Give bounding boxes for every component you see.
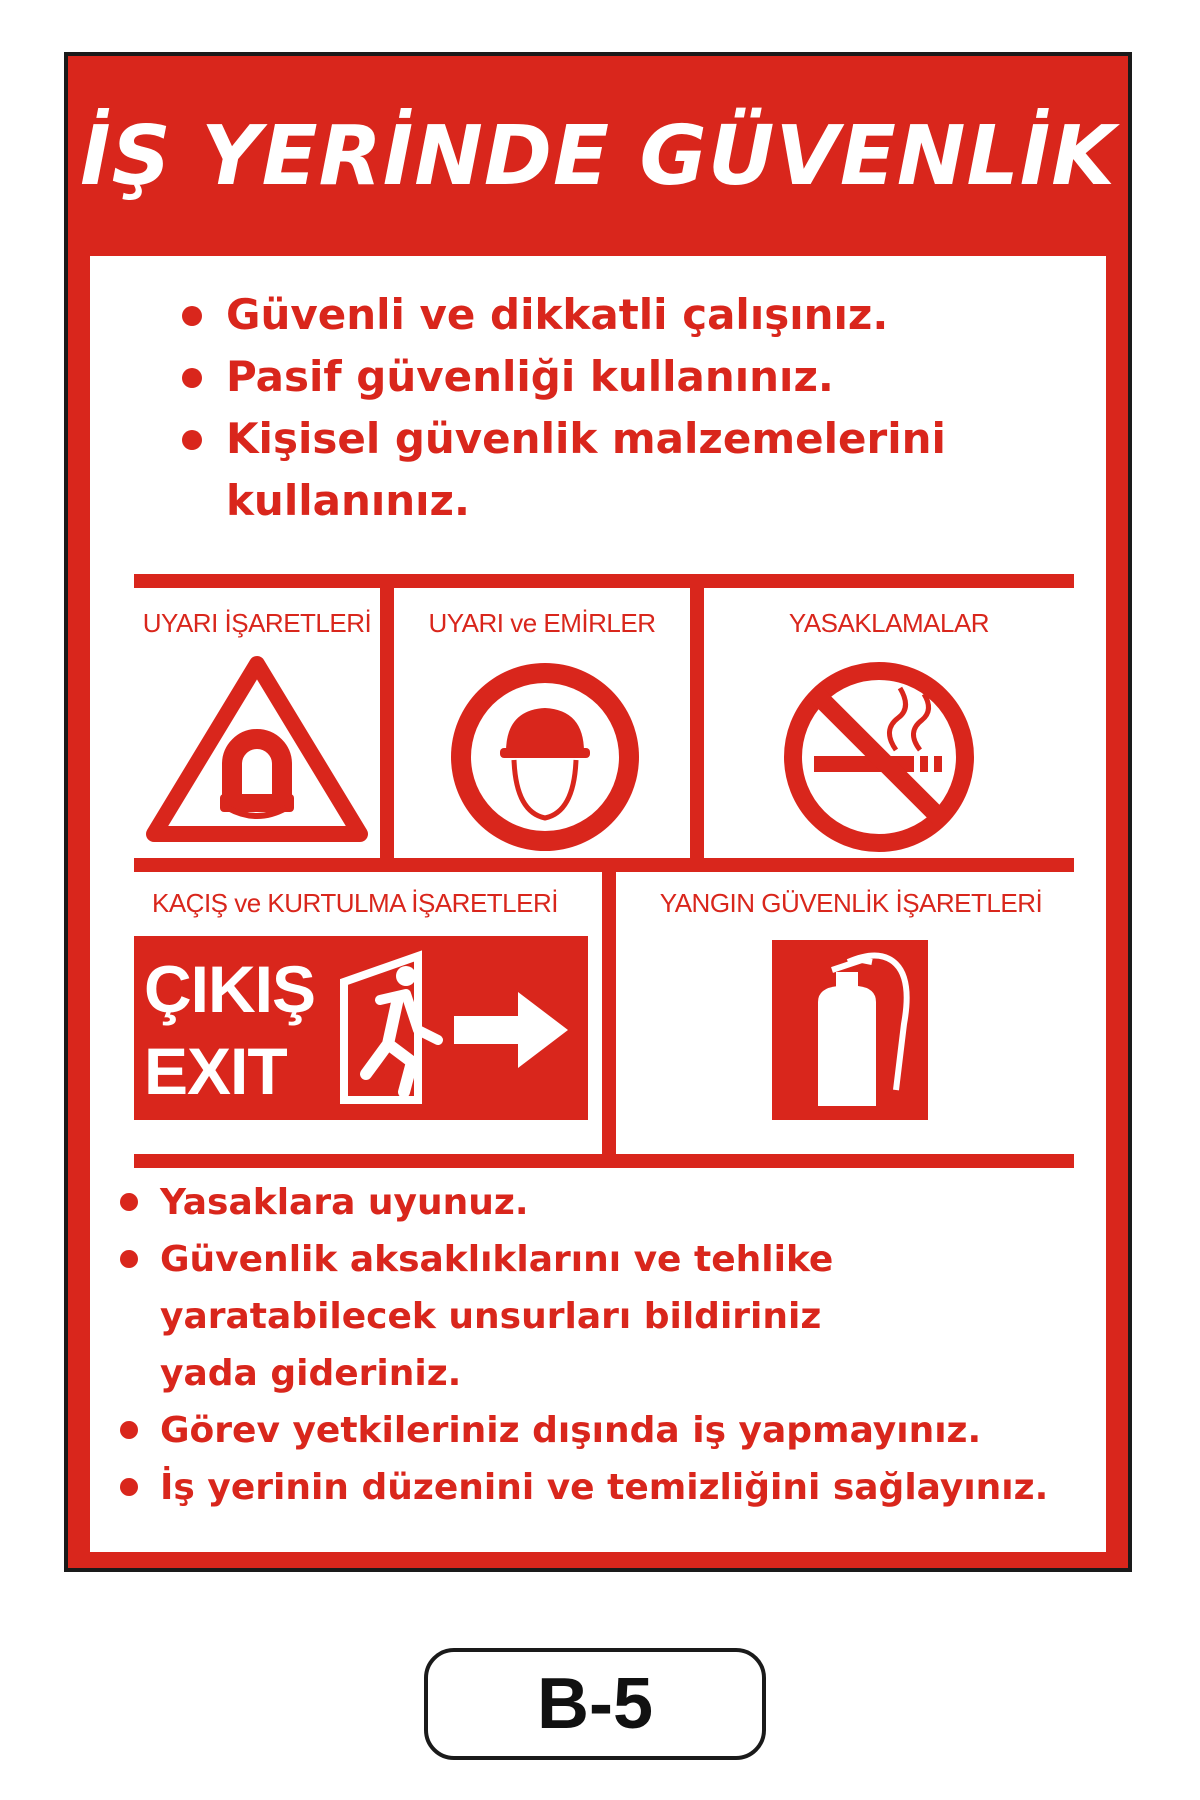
exit-text-turkish: ÇIKIŞ [144, 952, 316, 1026]
category-warning-signs: UYARI İŞARETLERİ [142, 608, 372, 638]
exit-sign [134, 936, 588, 1120]
rule-item: Görev yetkileriniz dışında iş yapmayınız. [110, 1402, 1090, 1459]
divider-bar [134, 1154, 1074, 1168]
category-warnings-and-orders: UYARI ve EMİRLER [428, 608, 656, 638]
divider-bar [134, 858, 1074, 872]
exit-text-english: EXIT [144, 1034, 287, 1108]
safety-sign [64, 52, 1132, 1572]
top-rules-list [170, 284, 1070, 532]
rule-item: Güvenlik aksaklıklarını ve tehlike yaratabilecek unsurları bildiriniz yada gideriniz. [110, 1231, 880, 1402]
no-smoking-icon [774, 652, 984, 862]
category-fire-safety-signs: YANGIN GÜVENLİK İŞARETLERİ [659, 888, 1043, 918]
divider-bar [380, 588, 394, 858]
rule-item: Güvenli ve dikkatli çalışınız. [170, 284, 1070, 346]
hard-hat-mandatory-icon [440, 652, 650, 862]
rule-item: Yasaklara uyunuz. [110, 1174, 1090, 1231]
sign-panel [90, 256, 1106, 1552]
rule-item: Pasif güvenliği kullanınız. [170, 346, 1070, 408]
divider-bar [602, 872, 616, 1154]
magnet-warning-triangle-icon [142, 652, 372, 844]
divider-bar [690, 588, 704, 858]
sign-title: İŞ YERİNDE GÜVENLİK [80, 109, 1116, 204]
rule-item: İş yerinin düzenini ve temizliğini sağlayınız. [110, 1459, 1090, 1516]
product-code-label: B-5 [424, 1648, 766, 1760]
category-prohibitions: YASAKLAMALAR [788, 608, 990, 638]
category-escape-signs: KAÇIŞ ve KURTULMA İŞARETLERİ [152, 888, 558, 918]
bottom-rules-list [110, 1174, 1090, 1516]
divider-bar [134, 574, 1074, 588]
running-man-exit-icon [334, 946, 582, 1112]
fire-extinguisher-icon [772, 940, 928, 1120]
rule-item: Kişisel güvenlik malzemelerini kullanınız. [170, 408, 1070, 532]
